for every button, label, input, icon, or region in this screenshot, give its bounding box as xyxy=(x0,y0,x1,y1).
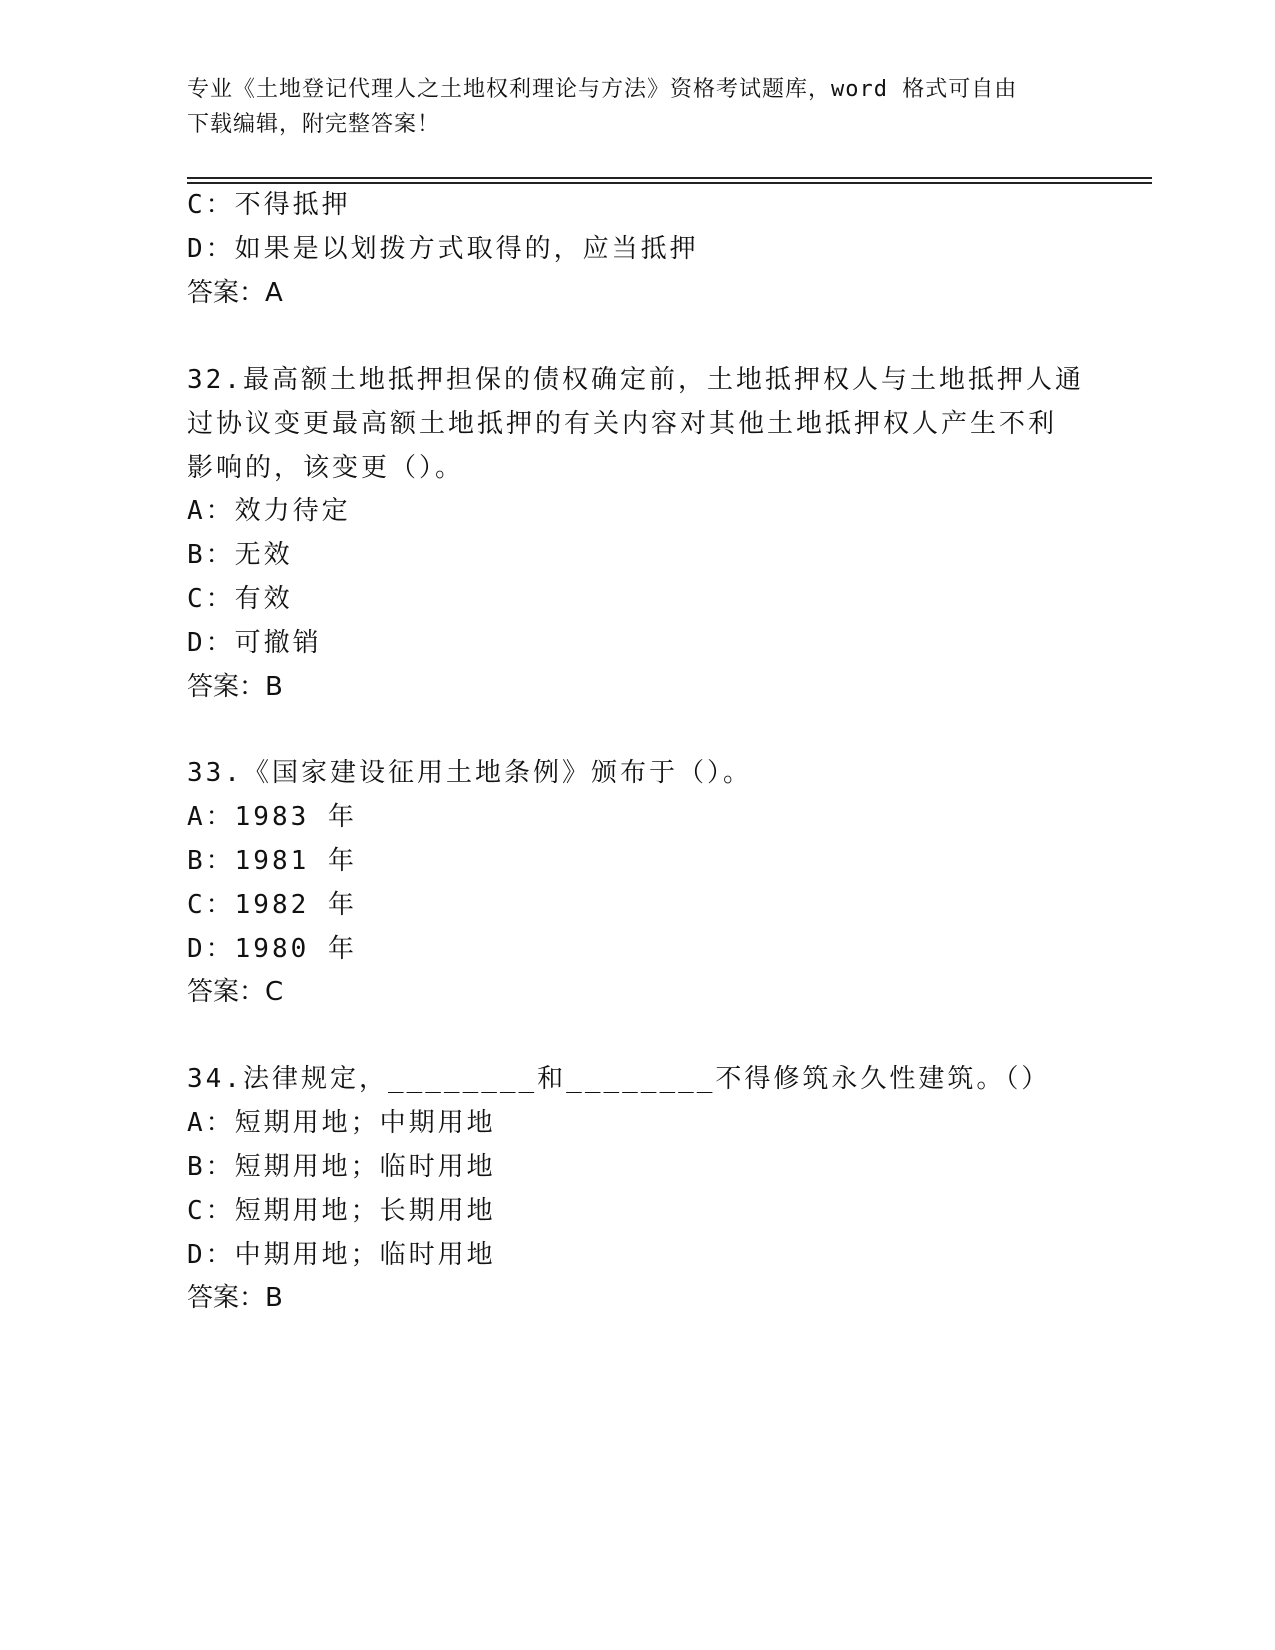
header-line-1: 专业《土地登记代理人之土地权利理论与方法》资格考试题库，word 格式可自由 xyxy=(187,77,1018,102)
prev-answer: 答案：A xyxy=(187,278,283,308)
q32-answer: 答案：B xyxy=(187,672,283,702)
q33-option-a: A：1983 年 xyxy=(187,802,357,832)
header-divider-bottom xyxy=(187,182,1152,184)
q33-stem-line-1: 33.《国家建设征用土地条例》颁布于（）。 xyxy=(187,758,752,788)
header-divider-top xyxy=(187,177,1152,179)
q33-option-d: D：1980 年 xyxy=(187,934,357,964)
q34-answer: 答案：B xyxy=(187,1283,283,1313)
prev-option-c: C：不得抵押 xyxy=(187,190,351,220)
q32-stem-line-1: 32.最高额土地抵押担保的债权确定前，土地抵押权人与土地抵押人通 xyxy=(187,365,1084,395)
q33-option-c: C：1982 年 xyxy=(187,890,357,920)
q34-option-a: A：短期用地；中期用地 xyxy=(187,1108,496,1138)
q34-option-b: B：短期用地；临时用地 xyxy=(187,1152,496,1182)
q32-option-d: D：可撤销 xyxy=(187,628,322,658)
header-line-2: 下载编辑，附完整答案！ xyxy=(187,112,441,137)
q32-stem-line-2: 过协议变更最高额土地抵押的有关内容对其他土地抵押权人产生不利 xyxy=(187,409,1058,439)
q34-option-d: D：中期用地；临时用地 xyxy=(187,1240,496,1270)
q34-option-c: C：短期用地；长期用地 xyxy=(187,1196,496,1226)
q34-stem-line-1: 34.法律规定，________和________不得修筑永久性建筑。（） xyxy=(187,1064,1051,1094)
document-header xyxy=(187,72,1067,142)
q33-answer: 答案：C xyxy=(187,977,284,1007)
q32-option-b: B：无效 xyxy=(187,540,293,570)
prev-option-d: D：如果是以划拨方式取得的，应当抵押 xyxy=(187,234,699,264)
q32-option-c: C：有效 xyxy=(187,584,293,614)
q32-stem-line-3: 影响的，该变更（）。 xyxy=(187,453,465,483)
q32-option-a: A：效力待定 xyxy=(187,496,351,526)
q33-option-b: B：1981 年 xyxy=(187,846,357,876)
